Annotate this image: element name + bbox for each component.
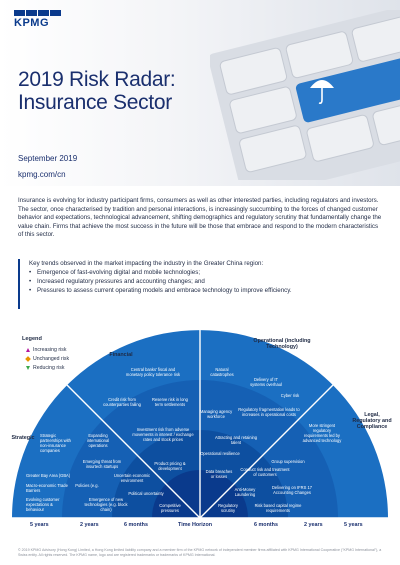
radar-item: Managing agency workforce bbox=[199, 409, 233, 419]
list-item: • Increased regulatory pressures and accounting changes; and bbox=[29, 277, 384, 286]
radar-item: Strategic partnerships with non-insurance companies bbox=[40, 433, 71, 453]
scale-time-horizon: Time Horizon bbox=[178, 522, 213, 528]
legend-label: Reducing risk bbox=[33, 365, 65, 371]
list-item: • Pressures to assess current operating models and embrace technology to improve efficiency. bbox=[29, 286, 384, 295]
legend-title: Legend bbox=[22, 336, 42, 342]
radar-item: Attracting and retaining talent bbox=[214, 435, 258, 445]
segment-operational: Operational (including Technology) bbox=[253, 338, 311, 351]
radar-item: Regulatory scrutiny bbox=[218, 503, 238, 513]
trends-heading: Key trends observed in the market impacting the industry in the Greater China region: bbox=[29, 260, 264, 267]
radar-item: Macro-economic Trade Barriers bbox=[26, 483, 68, 493]
legend-unchanged bbox=[26, 356, 69, 362]
radar-item: Conduct risk and treatment of customers bbox=[240, 467, 290, 477]
radar-item: Group supervision bbox=[271, 459, 305, 464]
scale-left-5y: 5 years bbox=[30, 522, 49, 528]
title-line-1: 2019 Risk Radar: bbox=[18, 68, 176, 91]
intro-paragraph: Insurance is evolving for industry participant firms, consumers as well as other interested parties, including regulators and investors. The sector, once characterised by tradition and personal interactions, is increasingly succumbing to the forces of changed customer behavior and expectations, technological advancement, shifting demographics and regulatory scrutiny that fundamentally change the value chain. Firms that achieve the most success in the future will be those that embrace and respond to the modern characteristics of this sector. bbox=[18, 197, 382, 239]
publication-date: September 2019 bbox=[18, 154, 78, 163]
scale-left-6m: 6 months bbox=[124, 522, 148, 528]
kpmg-logo bbox=[14, 10, 62, 30]
radar-item: Credit risk from counterparties failing bbox=[103, 397, 141, 407]
unchanged-risk-icon bbox=[25, 356, 31, 362]
radar-item: Expanding international operations bbox=[86, 433, 110, 448]
radar-item: Emerging threat from insurtech startups bbox=[82, 459, 122, 469]
keyboard-illustration bbox=[210, 10, 400, 180]
legend-reducing bbox=[26, 365, 64, 371]
segment-legal: Legal, Regulatory and Compliance bbox=[352, 412, 392, 431]
scale-right-2y: 2 years bbox=[304, 522, 323, 528]
radar-item: Data breaches or losses bbox=[205, 469, 233, 479]
title-line-2: Insurance Sector bbox=[18, 91, 172, 114]
radar-item: More stringent regulatory requirements led by advanced technology bbox=[302, 423, 342, 443]
radar-item: Greater Bay Area (GBA) bbox=[26, 473, 71, 478]
radar-item: Political uncertainty bbox=[128, 491, 164, 496]
copyright-footer: © 2019 KPMG Advisory (Hong Kong) Limited, a Hong Kong limited liability company and a member firm of the KPMG network of independent member firms affiliated with KPMG International Cooperative ("KPMG International"), a Swiss entity. All rights reserved. The KPMG name, logo and are registered trademarks or trademarks of KPMG International. bbox=[18, 548, 382, 557]
reducing-risk-icon bbox=[26, 366, 30, 370]
legend-label: Increasing risk bbox=[33, 347, 67, 353]
logo-text: KPMG bbox=[14, 17, 49, 29]
list-item: • Emergence of fast-evolving digital and mobile technologies; bbox=[29, 268, 384, 277]
radar-item: Natural catastrophes bbox=[210, 367, 234, 377]
radar-item: Central banks' fiscal and monetary policy tolerance risk bbox=[125, 367, 181, 377]
scale-right-5y: 5 years bbox=[344, 522, 363, 528]
cover-hero bbox=[0, 0, 400, 186]
radar-item: Reserve risk in long term settlements bbox=[152, 397, 188, 407]
website-url: kpmg.com/cn bbox=[18, 170, 66, 179]
radar-item: Anti-Money Laundering bbox=[234, 487, 256, 497]
radar-item: Delivery of IT systems overhaul bbox=[250, 377, 282, 387]
radar-item: Cyber risk bbox=[280, 393, 300, 398]
radar-item: Delivering on IFRS 17 Accounting Changes bbox=[271, 485, 313, 495]
segment-strategic: Strategic bbox=[11, 435, 35, 441]
legend-label: Unchanged risk bbox=[33, 356, 70, 362]
increasing-risk-icon bbox=[26, 348, 30, 352]
logo-boxes-icon bbox=[14, 10, 62, 16]
radar-item: Operational resilience bbox=[200, 451, 240, 456]
legend-increasing bbox=[26, 347, 66, 353]
radar-item: Risk based capital regime requirements bbox=[254, 503, 302, 513]
radar-item: Investment risk from adverse movements in interest / exchange rates and stock prices bbox=[132, 427, 194, 442]
scale-right-6m: 6 months bbox=[254, 522, 278, 528]
key-trends-box bbox=[18, 259, 384, 309]
page-title bbox=[18, 68, 218, 114]
radar-item: Emergence of new technologies (e.g. block chain) bbox=[84, 497, 128, 512]
trends-list bbox=[29, 268, 384, 295]
radar-item: Uncertain economic environment bbox=[113, 473, 151, 483]
radar-item: Regulatory fragmentation leads to increases in operational costs bbox=[238, 407, 300, 417]
radar-item: Policies (e.g. bbox=[75, 483, 99, 488]
radar-item: Competitive pressures bbox=[159, 503, 181, 513]
radar-item: Evolving customer expectations & behaviour bbox=[26, 497, 60, 512]
segment-financial: Financial bbox=[109, 352, 133, 358]
scale-left-2y: 2 years bbox=[80, 522, 99, 528]
radar-item: Product pricing & development bbox=[154, 461, 186, 471]
